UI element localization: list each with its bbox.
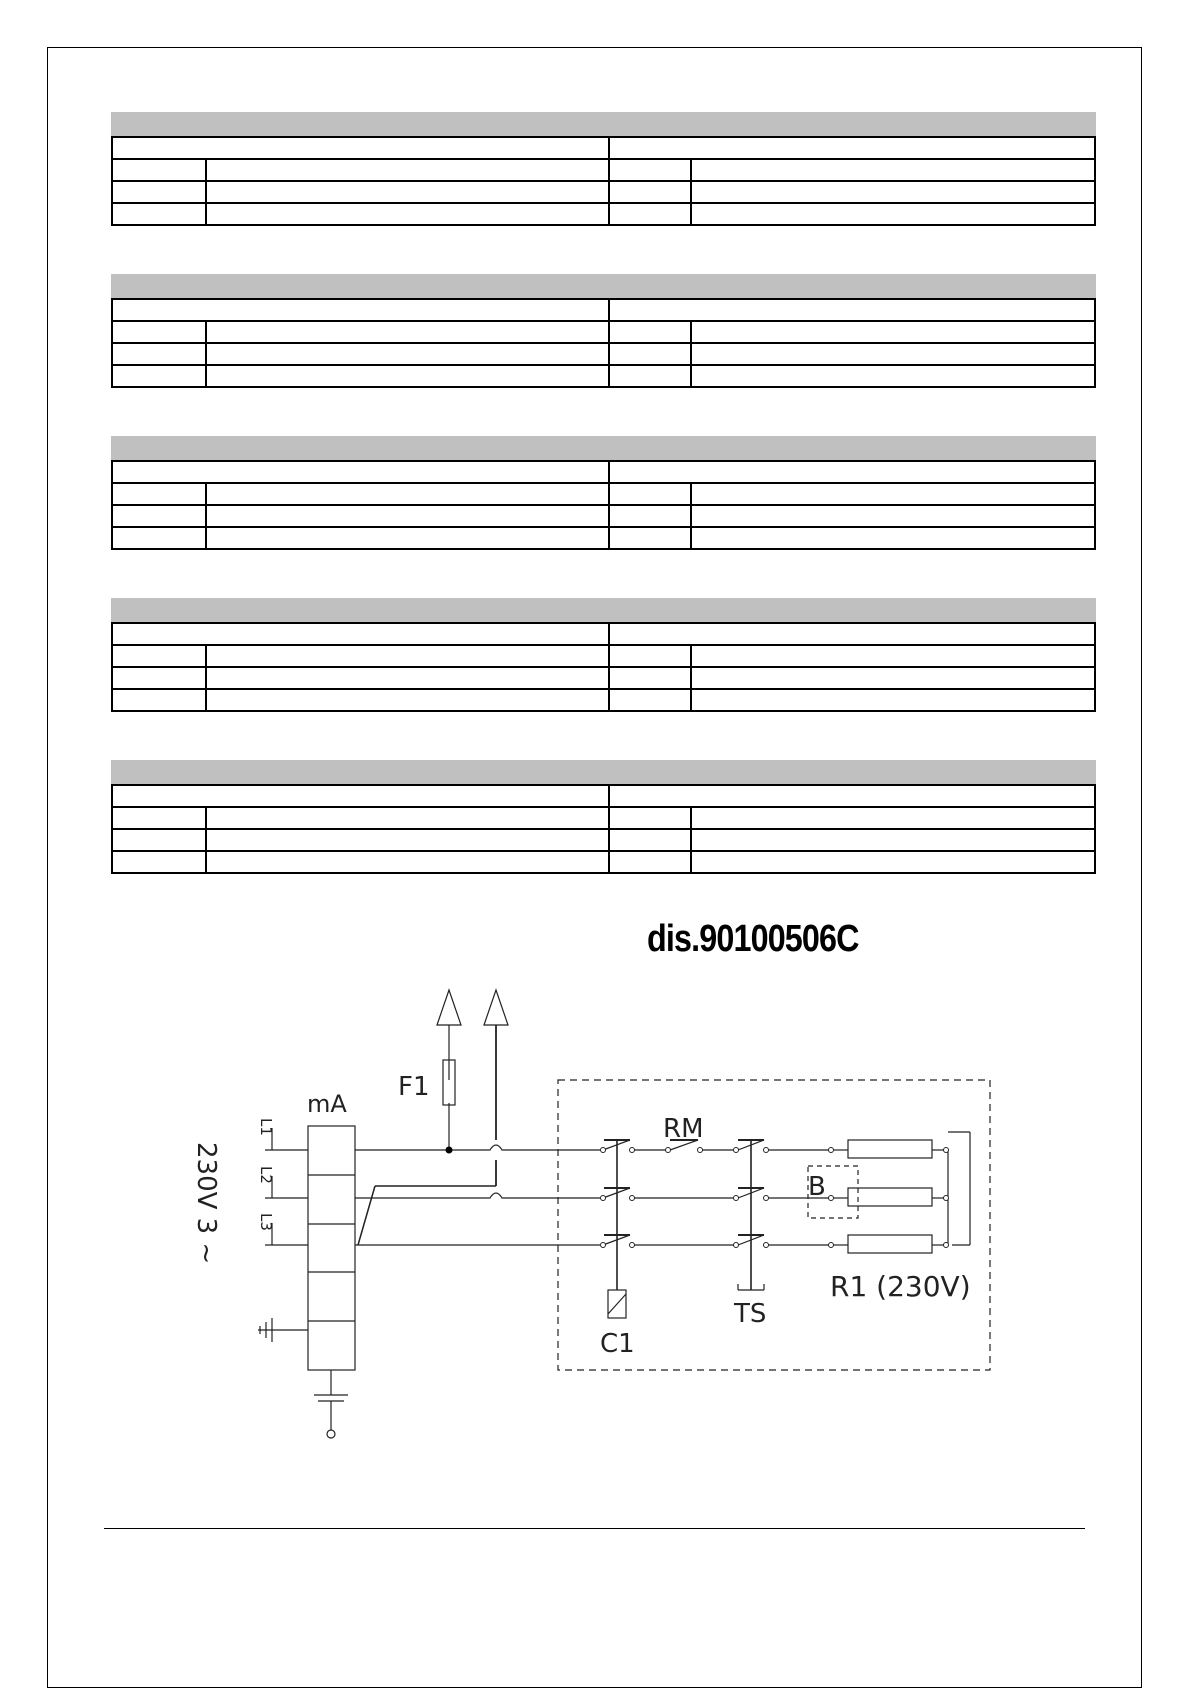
label-l3: L3 <box>257 1213 275 1231</box>
label-safety-thermostat: TS <box>734 1299 767 1329</box>
terminal-block <box>308 1126 355 1370</box>
output-arrow-1 <box>437 990 461 1025</box>
label-contactor: C1 <box>600 1329 635 1359</box>
label-l1: L1 <box>257 1118 275 1136</box>
output-arrow-2 <box>484 990 508 1025</box>
label-supply: 230V 3 ~ <box>191 1142 221 1265</box>
label-relay: RM <box>663 1114 704 1144</box>
label-fuse: F1 <box>398 1072 430 1102</box>
label-terminal-block: mA <box>307 1090 347 1118</box>
label-resistors: R1 (230V) <box>830 1270 971 1303</box>
label-bulb: B <box>808 1172 826 1202</box>
footer-rule <box>104 1528 1085 1529</box>
label-l2: L2 <box>257 1166 275 1184</box>
drawing-code: dis.90100506C <box>647 918 859 960</box>
enclosure <box>558 1080 990 1370</box>
